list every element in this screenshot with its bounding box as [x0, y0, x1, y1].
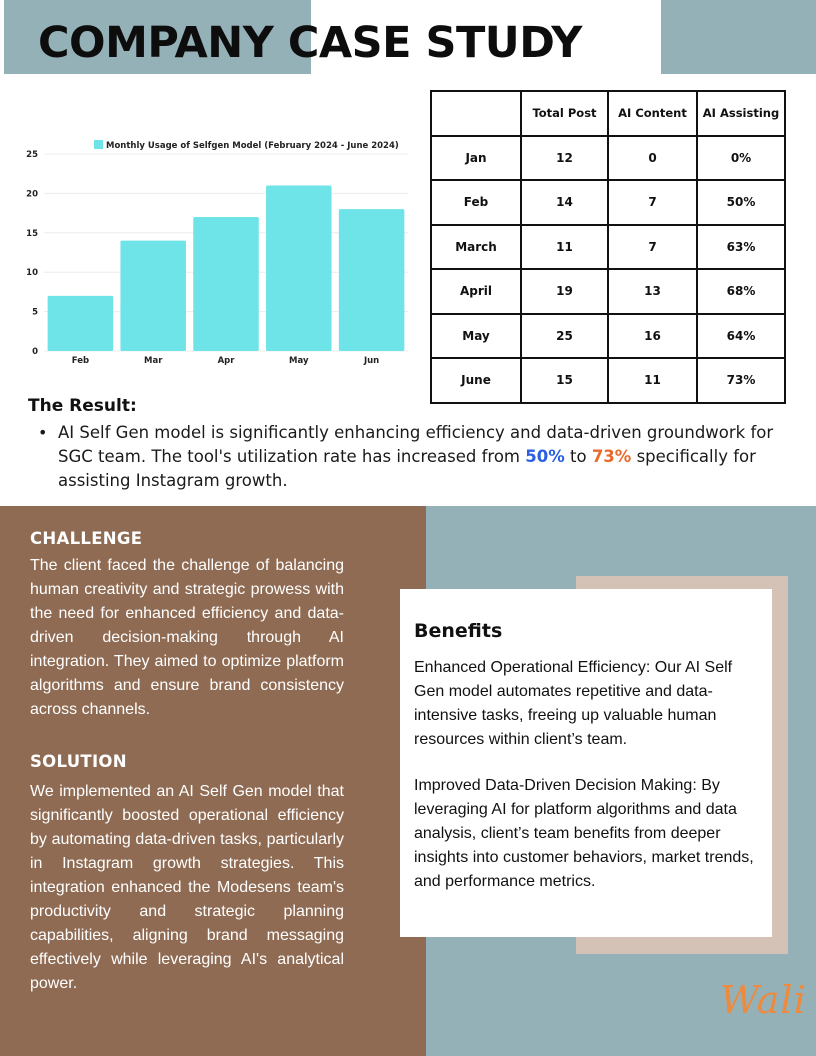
- table-cell-ai-content: 16: [608, 314, 697, 359]
- table-cell-ai-content: 11: [608, 358, 697, 403]
- table-cell-total-post: 14: [521, 180, 608, 225]
- usage-table: [430, 90, 786, 404]
- table-cell-month: May: [431, 314, 521, 359]
- table-cell-ai-assisting: 73%: [697, 358, 785, 403]
- table-cell-ai-content: 13: [608, 269, 697, 314]
- table-row: [431, 314, 785, 359]
- table-row: [431, 269, 785, 314]
- result-from-value: 50%: [525, 447, 565, 466]
- result-list: [38, 421, 778, 493]
- solution-heading: SOLUTION: [30, 752, 127, 771]
- table-header-cell: [431, 91, 521, 136]
- solution-body: We implemented an AI Self Gen model that significantly boosted operational efficiency by automating data-driven tasks, particularly in Instagram growth strategies. This integration enhanced the Modesens team's productivity and strategic planning capabilities, aligning brand messaging effectively while leveraging AI's analytical power.: [30, 783, 344, 992]
- chart-y-tick-label: 10: [26, 268, 38, 279]
- chart-x-tick-label: Jun: [363, 356, 380, 366]
- table-cell-ai-assisting: 63%: [697, 225, 785, 270]
- table-cell-ai-assisting: 64%: [697, 314, 785, 359]
- challenge-body: The client faced the challenge of balancing human creativity and strategic prowess with the need for enhanced efficiency and data-driven decision-making through AI integration. They aimed to optimize platform algorithms and ensure brand consistency across channels.: [30, 557, 344, 718]
- table-cell-total-post: 25: [521, 314, 608, 359]
- chart-bar: [193, 217, 259, 351]
- chart-bar: [120, 241, 186, 351]
- result-text-part1: AI Self Gen model is significantly enhancing efficiency and data-driven groundwork for SGC team. The tool's utilization rate has increased from: [58, 423, 774, 466]
- chart-y-tick-label: 25: [26, 150, 38, 160]
- table-header-ai-content: AI Content: [608, 91, 697, 136]
- table-cell-total-post: 15: [521, 358, 608, 403]
- table-cell-ai-content: 7: [608, 180, 697, 225]
- benefits-heading: Benefits: [414, 620, 503, 642]
- chart-bar: [48, 296, 114, 351]
- table-header-total-post: Total Post: [521, 91, 608, 136]
- wali-logo: Wali: [720, 978, 807, 1022]
- table-row: [431, 136, 785, 181]
- result-text-part3: specifically for assisting Instagram growth.: [58, 447, 756, 490]
- benefits-paragraph-2: Improved Data-Driven Decision Making: By leveraging AI for platform algorithms and data analysis, client’s team benefits from deeper insights into customer behaviors, market trends, and performance metrics.: [414, 777, 754, 890]
- chart-bar: [266, 186, 332, 351]
- challenge-heading: CHALLENGE: [30, 529, 143, 548]
- table-row: [431, 358, 785, 403]
- table-cell-total-post: 12: [521, 136, 608, 181]
- chart-bar: [339, 209, 405, 351]
- chart-x-tick-label: May: [289, 356, 309, 366]
- table-cell-ai-content: 7: [608, 225, 697, 270]
- chart-legend-swatch: [94, 140, 103, 149]
- result-to-value: 73%: [591, 447, 632, 466]
- chart-legend-label: Monthly Usage of Selfgen Model (February 2024 - June 2024): [106, 141, 399, 151]
- chart-y-tick-label: 0: [32, 347, 38, 357]
- table-cell-ai-assisting: 0%: [697, 136, 785, 181]
- table-cell-month: March: [431, 225, 521, 270]
- chart-x-tick-label: Apr: [217, 356, 235, 366]
- table-header-ai-assisting: AI Assisting: [697, 91, 785, 136]
- table-header-row: [431, 91, 785, 136]
- chart-x-tick-label: Feb: [71, 356, 90, 366]
- chart-y-tick-label: 15: [26, 228, 38, 239]
- table-row: [431, 225, 785, 270]
- table-row: [431, 180, 785, 225]
- table-cell-month: April: [431, 269, 521, 314]
- chart-x-tick-label: Mar: [144, 356, 163, 366]
- page-title: COMPANY CASE STUDY: [38, 18, 582, 68]
- table-cell-total-post: 11: [521, 225, 608, 270]
- table-cell-ai-assisting: 68%: [697, 269, 785, 314]
- table-cell-month: June: [431, 358, 521, 403]
- result-text-part2: to: [564, 447, 592, 466]
- result-heading: The Result:: [28, 396, 137, 416]
- benefits-paragraph-1: Enhanced Operational Efficiency: Our AI Self Gen model automates repetitive and data-intensive tasks, freeing up valuable human resources within client’s team.: [414, 659, 733, 748]
- chart-y-tick-label: 5: [32, 307, 38, 318]
- table-cell-month: Feb: [431, 180, 521, 225]
- result-bullet: [38, 421, 778, 493]
- chart-y-tick-label: 20: [26, 189, 38, 200]
- usage-bar-chart: [24, 132, 414, 372]
- title-band-right: [661, 0, 816, 74]
- table-cell-total-post: 19: [521, 269, 608, 314]
- table-cell-ai-assisting: 50%: [697, 180, 785, 225]
- table-cell-month: Jan: [431, 136, 521, 181]
- table-cell-ai-content: 0: [608, 136, 697, 181]
